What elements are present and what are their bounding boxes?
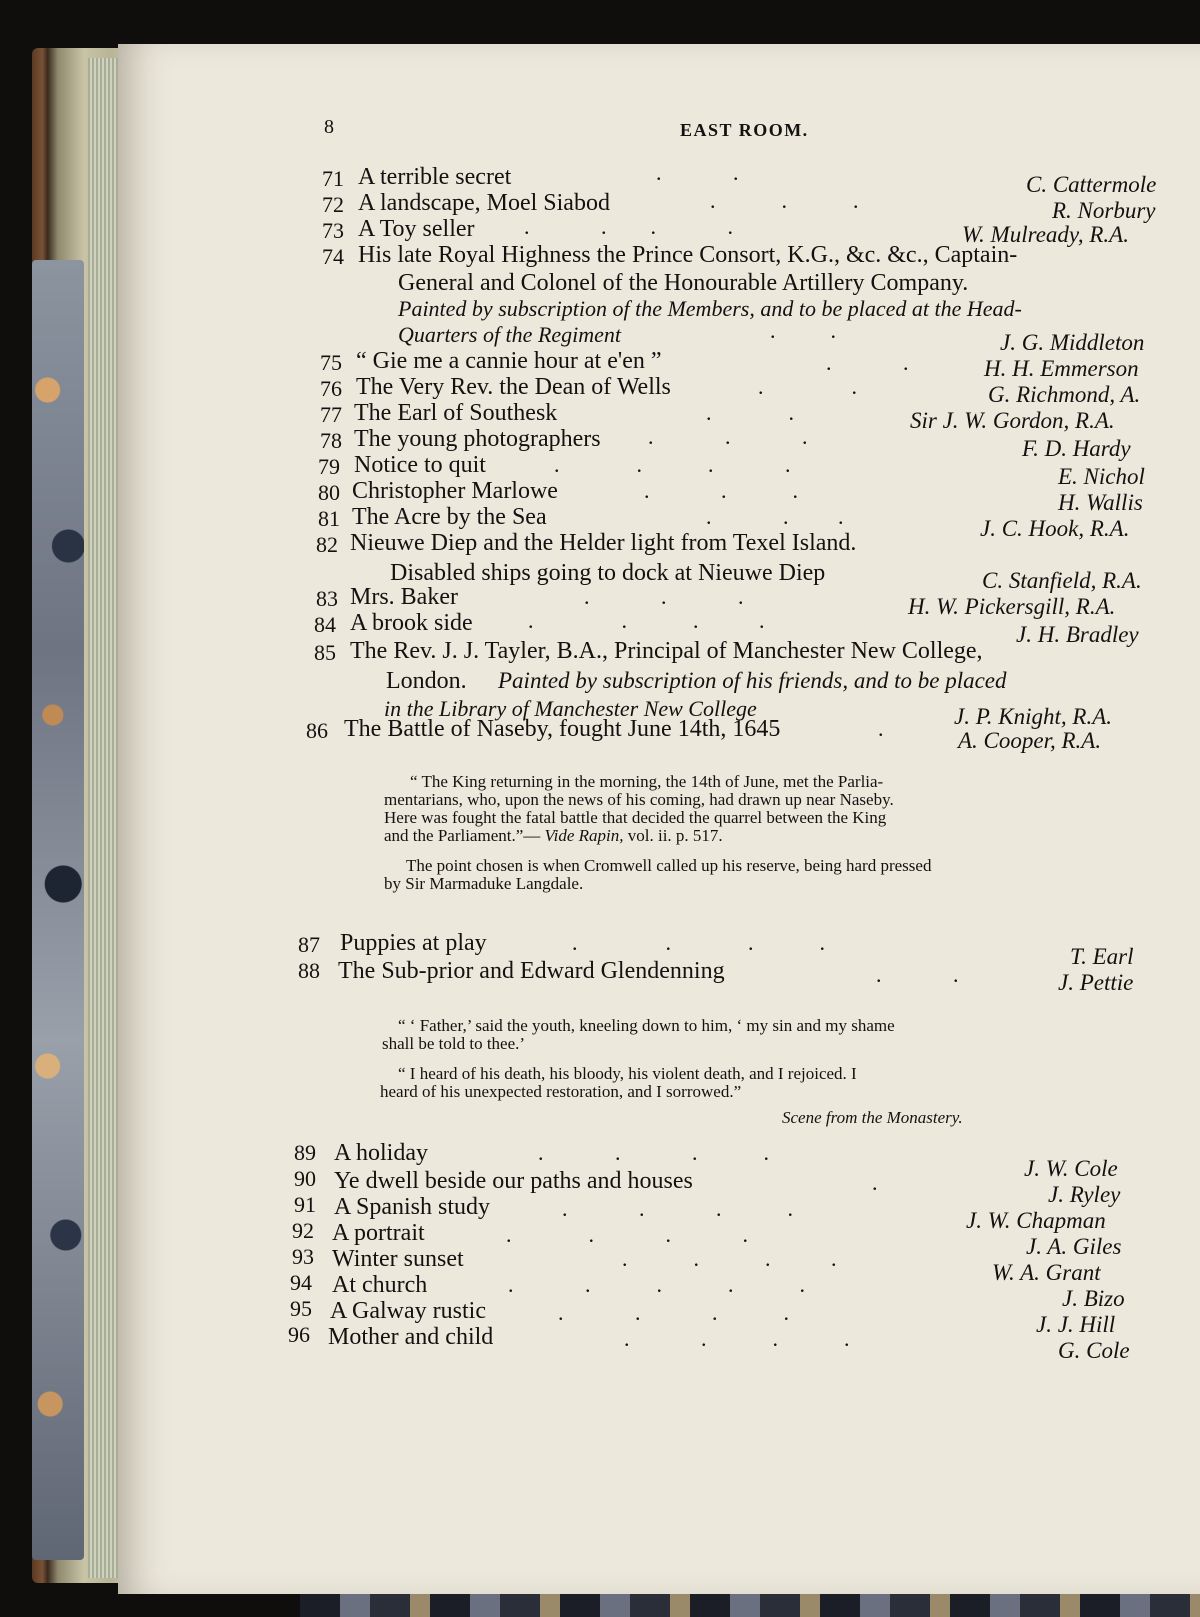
- quote-text: and the Parliament.”—: [384, 826, 541, 845]
- entry-artist: R. Norbury: [1052, 198, 1156, 223]
- entry-artist: F. D. Hardy: [1022, 436, 1131, 461]
- entry-number: 96: [288, 1322, 310, 1347]
- entry-title: Christopher Marlowe: [352, 478, 558, 504]
- leader-dots: . . .: [584, 584, 744, 609]
- leader-dots: . . . .: [538, 1140, 769, 1165]
- leader-dots: . . .: [648, 424, 808, 449]
- entry-number: 71: [322, 166, 344, 191]
- entry-artist: W. Mulready, R.A.: [962, 222, 1129, 247]
- leader-dots: . . .: [706, 504, 844, 529]
- entry-artist: J. H. Bradley: [1016, 622, 1139, 647]
- leader-dots: . .: [876, 962, 959, 987]
- leader-dots: . .: [826, 350, 909, 375]
- entry-title: Mrs. Baker: [350, 584, 458, 610]
- entry-artist: J. P. Knight, R.A.: [954, 704, 1113, 729]
- entry-artist: C. Stanfield, R.A.: [982, 568, 1142, 593]
- leader-dots: . .: [706, 400, 794, 425]
- entry-number: 95: [290, 1296, 312, 1321]
- entry-artist: J. C. Hook, R.A.: [980, 516, 1130, 541]
- leader-dots: . . . .: [622, 1246, 837, 1271]
- entry-number: 78: [320, 428, 342, 453]
- entry-title: The Rev. J. J. Tayler, B.A., Principal of Manchester New College,: [350, 638, 983, 664]
- leader-dots: . . . . .: [508, 1272, 805, 1297]
- entry-title: Puppies at play: [340, 930, 487, 956]
- entry-artist: Sir J. W. Gordon, R.A.: [910, 408, 1115, 433]
- entry-number: 86: [306, 718, 328, 743]
- entry-number: 82: [316, 532, 338, 557]
- entry-artist: H. Wallis: [1058, 490, 1143, 515]
- quote-line: shall be told to thee.’: [382, 1034, 526, 1053]
- leader-dots: .: [878, 716, 884, 741]
- entry-title: A Toy seller: [358, 216, 475, 242]
- entry-title: A terrible secret: [358, 164, 512, 190]
- entry-artist: J. G. Middleton: [1000, 330, 1145, 355]
- entry-title: A brook side: [350, 610, 473, 636]
- entry-number: 91: [294, 1192, 316, 1217]
- entry-number: 79: [318, 454, 340, 479]
- leader-dots: . .: [770, 318, 836, 343]
- entry-artist: A. Cooper, R.A.: [958, 728, 1102, 753]
- entry-number: 81: [318, 506, 340, 531]
- leader-dots: . .: [758, 374, 857, 399]
- marbled-endpaper: [32, 260, 84, 1560]
- leader-dots: . . . .: [562, 1196, 793, 1221]
- entry-title: The Earl of Southesk: [354, 400, 558, 426]
- entry-number: 89: [294, 1140, 316, 1165]
- entry-title: Nieuwe Diep and the Helder light from Texel Island.: [350, 530, 857, 556]
- quote-line: Here was fought the fatal battle that decided the quarrel between the King: [384, 808, 887, 827]
- leader-dots: . . . .: [524, 214, 733, 239]
- quote-line: mentarians, who, upon the news of his coming, had drawn up near Naseby.: [384, 790, 894, 809]
- entry-title: His late Royal Highness the Prince Consort, K.G., &c. &c., Captain-: [358, 242, 1018, 268]
- entry-title: At church: [332, 1272, 428, 1298]
- entry-title: Notice to quit: [354, 452, 486, 478]
- entry-artist: G. Richmond, A.: [988, 382, 1141, 407]
- entry-number: 77: [320, 402, 342, 427]
- entry-title: Mother and child: [328, 1324, 494, 1350]
- quote-line: “ The King returning in the morning, the 14th of June, met the Parlia-: [410, 772, 884, 791]
- entry-number: 75: [320, 350, 342, 375]
- page-number: 8: [324, 116, 334, 138]
- entry-artist: J. W. Cole: [1024, 1156, 1118, 1181]
- leader-dots: . .: [656, 160, 739, 185]
- entry-artist: J. W. Chapman: [966, 1208, 1106, 1233]
- entry-artist: G. Cole: [1058, 1338, 1130, 1363]
- entry-title: Ye dwell beside our paths and houses: [334, 1168, 693, 1194]
- entry-title: A portrait: [332, 1220, 425, 1246]
- entry-number: 83: [316, 586, 338, 611]
- entry-artist: J. Pettie: [1058, 970, 1134, 995]
- entry-artist: W. A. Grant: [992, 1260, 1101, 1285]
- leader-dots: . . .: [644, 478, 798, 503]
- entry-title: A Galway rustic: [330, 1298, 486, 1324]
- quote-line: “ ‘ Father,’ said the youth, kneeling down to him, ‘ my sin and my shame: [398, 1016, 895, 1035]
- page-title: EAST ROOM.: [680, 120, 809, 140]
- entry-note: Quarters of the Regiment: [398, 322, 622, 347]
- entry-artist: E. Nichol: [1058, 464, 1145, 489]
- entry-artist: J. J. Hill: [1036, 1312, 1116, 1337]
- entry-note: Painted by subscription of the Members, and to be placed at the Head-: [398, 296, 1022, 321]
- leader-dots: . . . .: [554, 452, 791, 477]
- quote-line: by Sir Marmaduke Langdale.: [384, 874, 584, 893]
- entry-title-cont: Disabled ships going to dock at Nieuwe Diep: [390, 560, 826, 586]
- entry-artist: H. H. Emmerson: [984, 356, 1139, 381]
- entry-number: 73: [322, 218, 344, 243]
- entry-number: 90: [294, 1166, 316, 1191]
- entry-number: 94: [290, 1270, 312, 1295]
- entry-number: 92: [292, 1218, 314, 1243]
- entry-number: 93: [292, 1244, 314, 1269]
- quote-reference: vol. ii. p. 517.: [627, 826, 723, 845]
- entry-artist: T. Earl: [1070, 944, 1134, 969]
- quote-line: heard of his unexpected restoration, and I sorrowed.”: [380, 1082, 742, 1101]
- entry-title: The Very Rev. the Dean of Wells: [356, 374, 671, 400]
- entry-title: “ Gie me a cannie hour at e'en ”: [356, 348, 662, 374]
- entry-artist: J. A. Giles: [1026, 1234, 1122, 1259]
- entry-title: The Battle of Naseby, fought June 14th, 1645: [344, 716, 781, 742]
- leader-dots: . . .: [710, 188, 859, 213]
- leader-dots: .: [872, 1170, 878, 1195]
- leader-dots: . . . .: [624, 1326, 850, 1351]
- entry-title: A holiday: [334, 1140, 428, 1166]
- entry-artist: J. Ryley: [1048, 1182, 1121, 1207]
- entry-title: Winter sunset: [332, 1246, 464, 1272]
- entry-number: 80: [318, 480, 340, 505]
- entry-number: 72: [322, 192, 344, 217]
- entry-title-cont: General and Colonel of the Honourable Artillery Company.: [398, 270, 969, 296]
- quote-line: “ I heard of his death, his bloody, his violent death, and I rejoiced. I: [398, 1064, 857, 1083]
- entry-title-cont: London.: [386, 668, 467, 694]
- leader-dots: . . . .: [572, 930, 825, 955]
- entry-title: The Acre by the Sea: [352, 504, 547, 530]
- entry-number: 87: [298, 932, 320, 957]
- entry-number: 85: [314, 640, 336, 665]
- leader-dots: . . . .: [528, 608, 765, 633]
- entry-artist: H. W. Pickersgill, R.A.: [908, 594, 1116, 619]
- entry-note: Painted by subscription of his friends, and to be placed: [498, 668, 1007, 693]
- leader-dots: . . . .: [506, 1222, 748, 1247]
- leader-dots: . . . .: [558, 1300, 789, 1325]
- entry-number: 74: [322, 244, 344, 269]
- quote-source: Vide Rapin,: [544, 826, 624, 845]
- entry-number: 88: [298, 958, 320, 983]
- entry-artist: C. Cattermole: [1026, 172, 1157, 197]
- entry-note: in the Library of Manchester New College: [384, 696, 757, 721]
- quote-line: The point chosen is when Cromwell called up his reserve, being hard pressed: [406, 856, 932, 875]
- entry-title: A landscape, Moel Siabod: [358, 190, 610, 216]
- entry-title: The young photographers: [354, 426, 601, 452]
- entry-artist: J. Bizo: [1062, 1286, 1125, 1311]
- quote-line: [384, 826, 723, 846]
- entry-title: A Spanish study: [334, 1194, 491, 1220]
- entry-title: The Sub-prior and Edward Glendenning: [338, 958, 725, 984]
- quote-source: Scene from the Monastery.: [782, 1108, 963, 1127]
- entry-number: 84: [314, 612, 336, 637]
- entry-number: 76: [320, 376, 342, 401]
